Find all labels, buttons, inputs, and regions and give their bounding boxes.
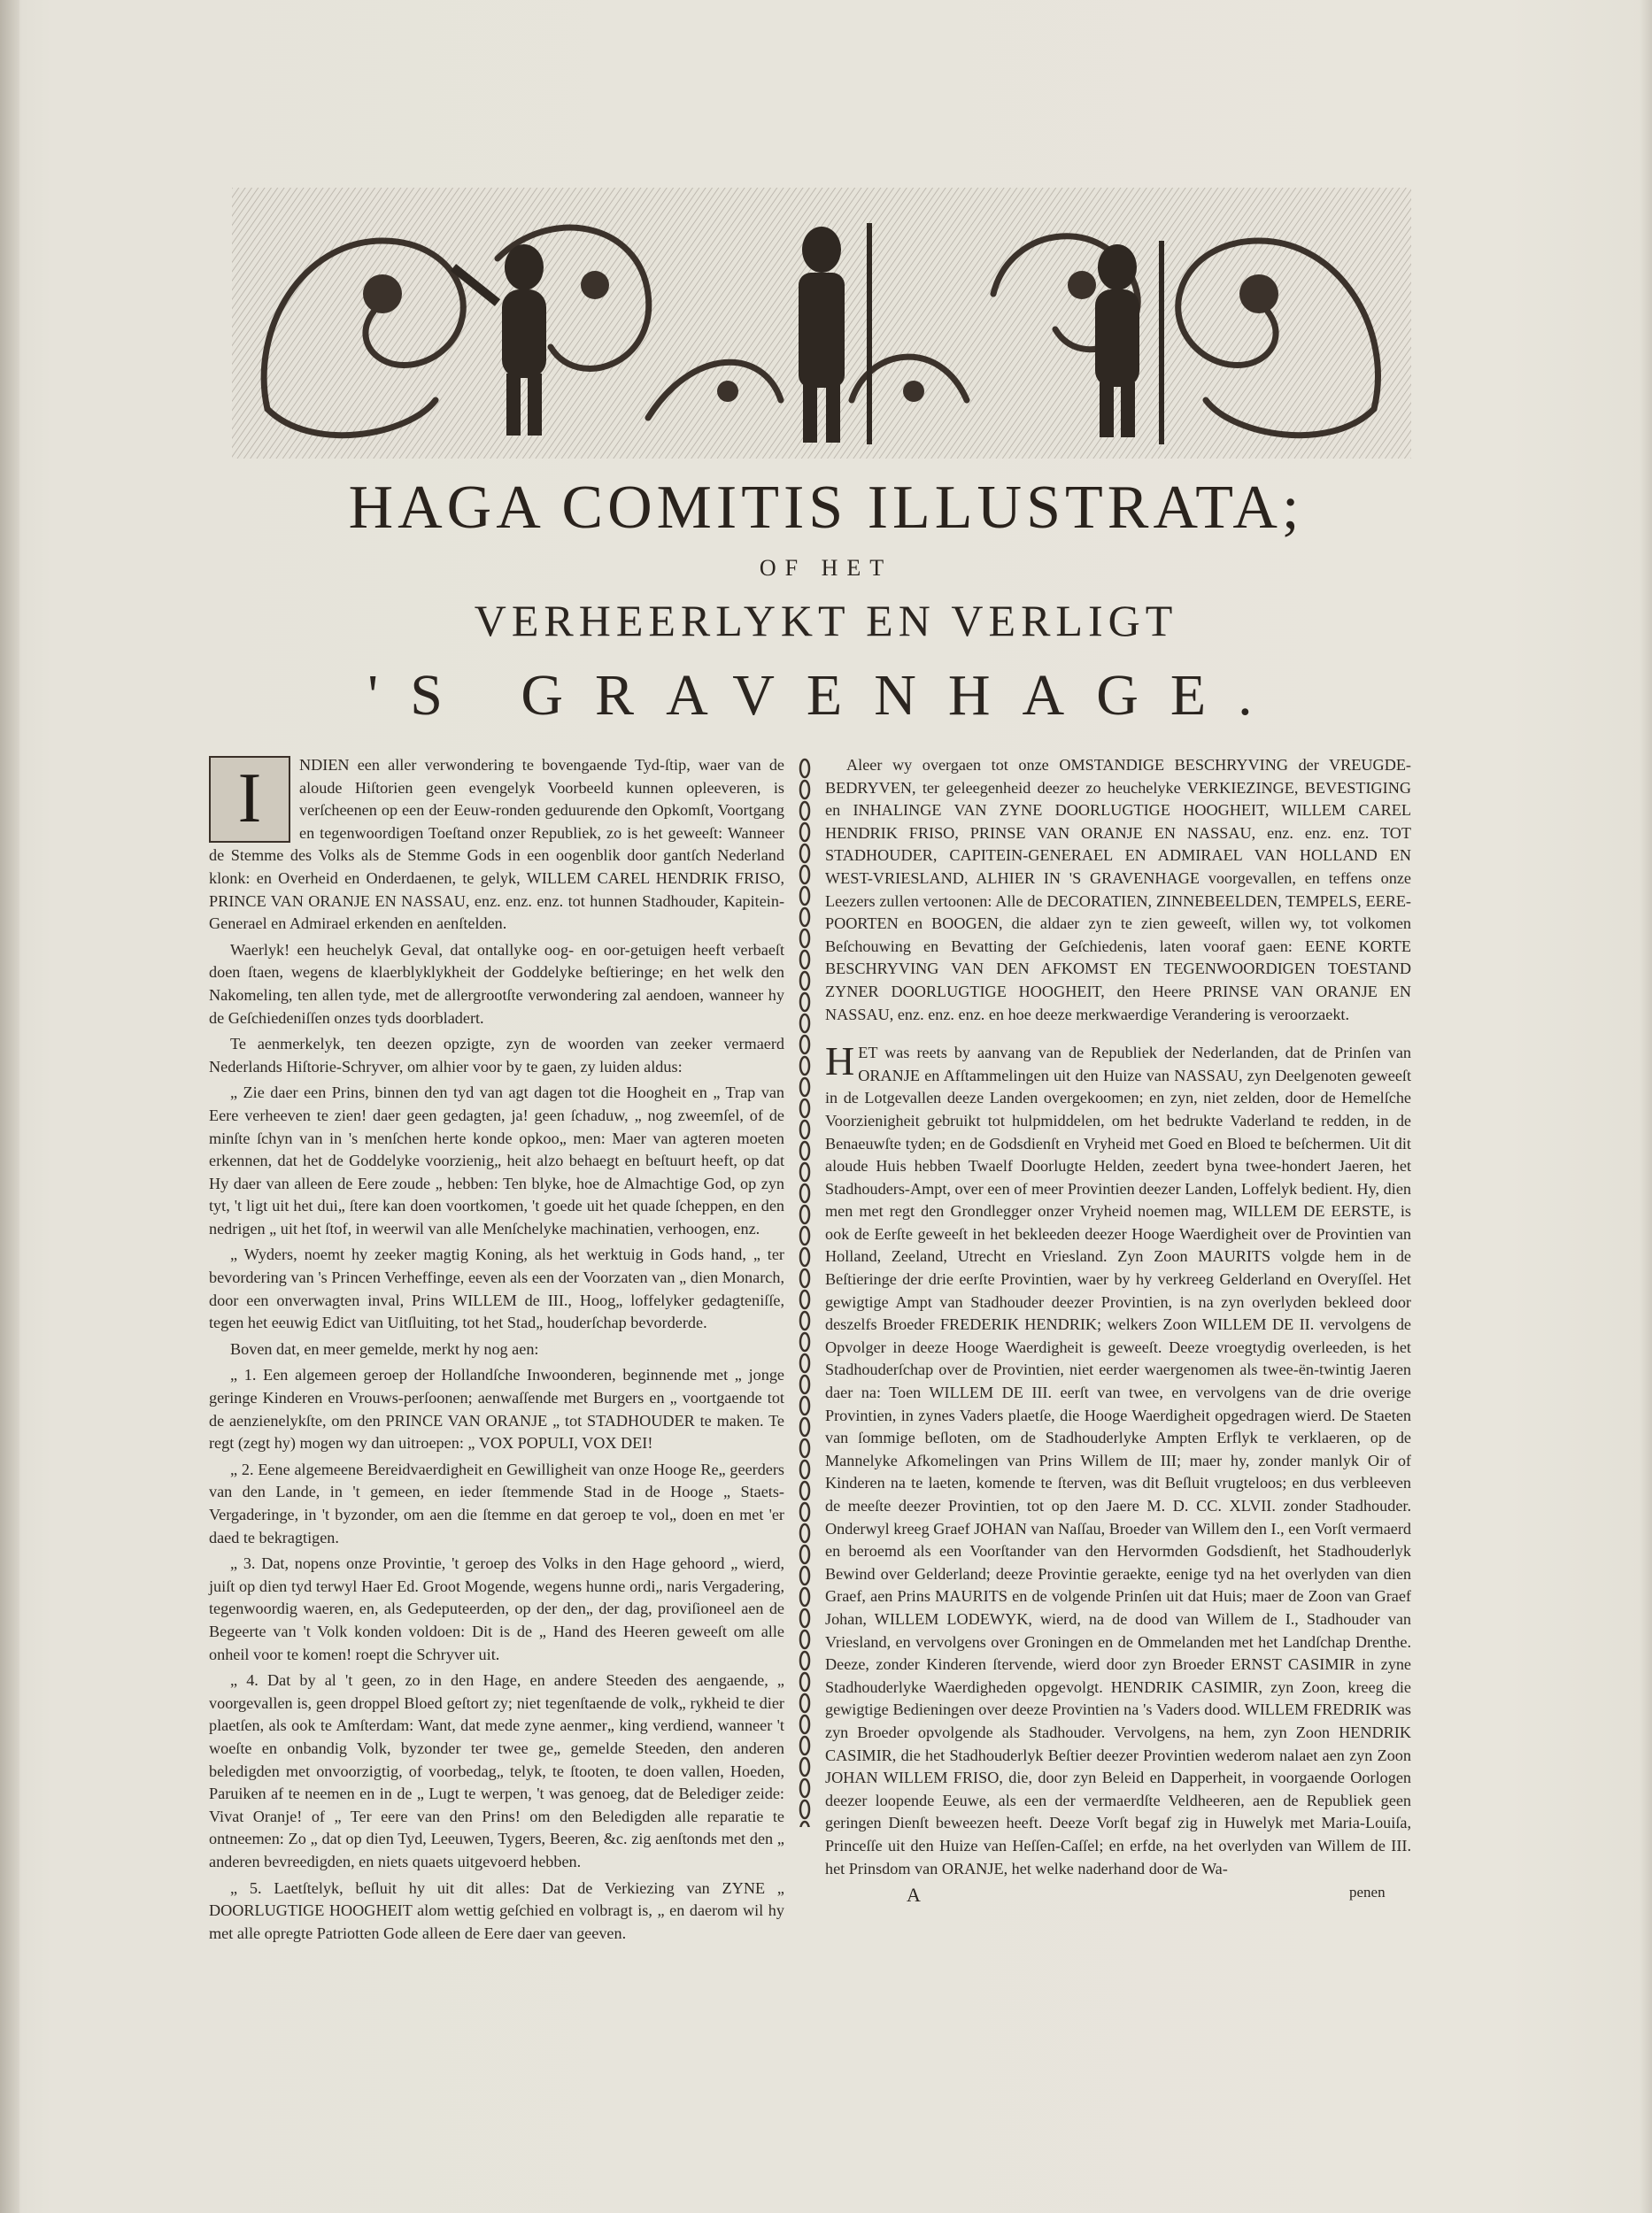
catchword: penen [1349,1884,1386,1901]
initial-letter: H [825,1038,855,1084]
signature-mark: A [907,1884,921,1906]
history-paragraph [825,1038,1411,1880]
paragraph: Te aenmerkelyk, ten deezen opzigte, zyn de woorden van zeeker vermaerd Nederlands Hiſtorie-Schryver, om alhier voor by te gaen, zy luiden aldus: [209,1035,784,1076]
quoted-paragraph: „ 2. Eene algemeene Bereidvaerdigheit en Gewilligheit van onze Hooge Re„ geerders van den Lande, in 't gemeen, en ieder ſtemmende Stad in de Hooge „ Staets-Vergaderinge, in 't byzonder, om aen die ſtemme en dat geroep te vol„ doen en met 'er daed te bekragtigen. [209,1460,784,1546]
title-line-3: VERHEERLYKT EN VERLIGT [474,596,1178,645]
quoted-paragraph: „ Wyders, noemt hy zeeker magtig Koning, als het werktuig in Gods hand, „ ter bevordering van 's Princen Verheffinge, eeven als een der Voorzaten van „ dien Monarch, door een onverwagten inval, Prins WILLEM de III., Hoog„ loffelyker gedagteniſſe, tegen het eeuwig Edict van Uitſluiting, tot het Stad„ houderſchap bevorderde. [209,1245,784,1332]
quoted-paragraph: „ 1. Een algemeen geroep der Hollandſche Inwoonderen, beginnende met „ jonge geringe Kinderen en Vrouws-perſoonen; aenwaſſende met Burgers en „ voortgaende tot de aenzienelykſte, om den PRINCE VAN ORANJE „ tot STADHOUDER te maken. Te regt (zegt hy) mogen wy dan uitroepen: „ VOX POPULI, VOX DEI! [209,1366,784,1453]
quoted-paragraph: „ 4. Dat by al 't geen, zo in den Hage, en andere Steeden des aengaende, „ voorgevallen is, geen droppel Bloed geſtort zy; niet tegenſtaende de volk„ rykheid te dier plaetſen, als ook te Amſterdam: Want, dat mede zyne aenmer„ king verdiend, wanneer 't woeſte en onbandig Volk, byzonder ter twee ge„ gemelde Steeden, den anderen beledigden met onvoorzigtig, of voorbedag„ telyk, te ſtooten, te doen vallen, Hoeden, Paruiken af te neemen en in de „ Lugt te werpen, 't was genoeg, dat de Belediger zeide: Vivat Oranje! of „ Ter eere van den Prins! om den Beledigden alle reparatie te ontneemen: Zo „ dat op dien Tyd, Leeuwen, Tygers, Beeren, &c. zig aenſtonds met den „ anderen bevreedigden, en niets quaets uitgevoerd hebben. [209,1671,784,1870]
left-column [209,754,784,1948]
history-text: ET was reets by aanvang van de Republiek der Nederlanden, dat de Prinſen van ORANJE en Afſtammelingen uit den Huize van NASSAU, zyn Deelgenoten geweeſt in de Lotgevallen deeze Landen overgekoomen; en zyn, niet zelden, door de Hemelſche Voorzienigheit gebruikt tot hulpmiddelen, om het bedrukte Vaderland te redden, in de Benaeuwſte tyden; en de Godsdienſt en Vryheid met Goed en Bloed te beſchermen. Uit dit aloude Huis hebben Twaelf Doorlugte Helden, zeedert byna twee-hondert Jaeren, het Stadhouders-Ampt, over een of meer Provintien deezer Landen, Loffelyk bedient. Hy, dien men met regt den Grondlegger onzer Vryheid noemen mag, WILLEM DE EERSTE, is ook de Eerſte geweeſt in het bekleeden deezer Hooge Waerdigheit over de Provintien van Holland, Zeeland, Utrecht en Vriesland. Zyn Zoon MAURITS volgde hem in de Beſtieringe der drie eerſte Provintien, waer by hy verkreeg Gelderland en Overyſſel. Het gewigtige Ampt van Stadhouder deezer Provintien, is na zyn overlyden bekleed door deszelfs Broeder FREDERIK HENDRIK; welkers Zoon WILLEM DE II. vervolgens de Opvolger in deeze Hooge Waerdigheit is geweeſt. Deeze vroegtydig overleeden, is het Stadhouderſchap over de Provintien, niet eerder waergenomen als twee-ën-twintig Jaeren daer na: Toen WILLEM DE III. eerſt van twee, en vervolgens van de drie overige Provintien, in zynes Vaders plaetſe, die Hooge Waerdigheit opgedragen wierd. De Staeten van ſommige beſloten, om de Stadhouderlyke Ampten Erflyk te verklaeren, op de Mannelyke Afkomelingen van Prins Willem de III; maer hy, zonder manlyk Oir of Kinderen na te laeten, komende te ſterven, was dit Beſluit vrugteloos; en dus verbleeven de meeſte deezer Provintien, tot op den Jaere M. D. CC. XLVII. zonder Stadhouder. Onderwyl kreeg Graef JOHAN van Naſſau, Broeder van Willem den I., een Vorſt vermaerd en beroemd als een Voorſtander van den Hervormden Godsdienſt, het Stadhouderlyk Bewind over Gelderland; deeze Provintie geraekte, eenige tyd na het overlyden van dien Graef, aen Prins MAURITS en de volgende Prinſen uit dat Huis; maer de Zoon van Graef Johan, WILLEM LODEWYK, wierd, na de dood van Willem de I., Stadhouder van Vriesland, en vervolgens over Groningen en de Ommelanden met het Landſchap Drenthe. Deeze, zonder Kinderen ſtervende, wierd door zyn Broeder ERNST CASIMIR in zyne Stadhouderlyke Waerdigheden opgevolgt. HENDRIK CASIMIR, zyn Zoon, kreeg die gewigtige Bedieningen over deeze Provintien na 's Vaders dood. WILLEM FREDRIK was zyn Broeder opvolgende als Stadhouder. Vervolgens, na hem, zyn Zoon HENDRIK CASIMIR, die het Stadhouderlyk Beſtier deezer Provintien wederom nalaet aen zyn Zoon JOHAN WILLEM FRISO, die, door zyn Beleid en Dapperheit, in voorgaende Oorlogen deezer loopende Eeuwe, als een der vermaerdſte Veldheeren, aen de Republiek geen geringen Dienſt beweezen heeft. Deeze Vorſt begaf zig in Huwelyk met Maria-Louiſa, Princeſſe uit den Huize van Heſſen-Caſſel; en erfde, na het overlyden van Willem de III. het Prinsdom van ORANJE, het welke naderhand door de Wa- [825,1044,1411,1878]
quoted-paragraph: „ 5. Laetſtelyk, beſluit hy uit dit alles: Dat de Verkiezing van ZYNE „ DOORLUGTIGE HOOGHEIT alom wettig geſchied en volbragt is, „ en daerom wil hy met alle opregte Patriotten Gode alleen de Eere daer van geeven. [209,1878,784,1942]
book-gutter [0,0,19,2213]
paragraph: Boven dat, en meer gemelde, merkt hy nog aen: [230,1339,539,1358]
quoted-paragraph: „ Zie daer een Prins, binnen den tyd van agt dagen tot die Hoogheit en „ Trap van Eere verheeven te zien! daer geen gedagten, ja! geen ſchaduw, „ nog zweemſel, of de minſte ſchyn van in 's menſchen herte konde opkoo„ men: Maer van agteren moeten erkennen, dat het de Goddelyke voorzienig„ heit alzo behaegt en beſtuurt heeft, op dat Hy daer van alleen de Eere zoude „ hebben: Ten blyke, hoe de Almachtige God, op zyn tyt, 't ligt uit het dui„ ſtere kan doen voortkomen, 't goede uit het quade ſcheppen, en den nedrigen „ uit het ſtof, in weerwil van alle Menſchelyke machinatien, verhoogen, enz. [209,1083,784,1238]
ornamental-headpiece [232,188,1411,459]
paragraph: NDIEN een aller verwondering te bovengaende Tyd-ſtip, waer van de aloude Hiſtorien geen evengelyk Voorbeeld kunnen opleeveren, is verſcheenen op een der Eeuw-ronden geduurende den Opkomſt, Voortgang en tegenwoordigen Toeſtand onzer Republiek, zo is het geweeſt: Wanneer de Stemme des Volks als de Stemme Gods in een oogenblik door gantſch Nederland klonk: en Overheid en Onderdaenen, te gelyk, WILLEM CAREL HENDRIK FRISO, PRINCE VAN ORANJE EN NASSAU, enz. enz. enz. tot hunnen Stadhouder, Kapitein-Generael en Admirael erkenden en aenſtelden. [209,756,784,933]
column-divider-chain [795,758,814,1827]
title-line-2: OF HET [759,555,893,581]
intro-paragraph: Aleer wy overgaen tot onze OMSTANDIGE BESCHRYVING der VREUGDE-BEDRYVEN, ter geleegenheid deezer zo heuchelyke VERKIEZINGE, BEVESTIGING en INHALINGE VAN ZYNE DOORLUGTIGE HOOGHEIT, WILLEM CAREL HENDRIK FRISO, PRINSE VAN ORANJE EN NASSAU, enz. enz. enz. TOT STADHOUDER, CAPITEIN-GENERAEL EN ADMIRAEL VAN HOLLAND EN WEST-VRIESLAND, ALHIER IN 'S GRAVENHAGE voorgevallen, en teffens onze Leezers zullen vertoonen: Alle de DECORATIEN, ZINNEBEELDEN, TEMPELS, EERE-POORTEN en BOOGEN, die aldaer zyn te zien geweeſt, willen wy, tot volkomen Beſchouwing en Bevatting der Geſchiedenis, laten vooraf gaen: EENE KORTE BESCHRYVING VAN DEN AFKOMST EN TEGENWOORDIGEN TOESTAND ZYNER DOORLUGTIGE HOOGHEIT, den Heere PRINSE VAN ORANJE EN NASSAU, enz. enz. enz. en hoe deeze merkwaerdige Verandering is veroorzaekt. [825,756,1411,1023]
decorated-initial-letter: I [237,760,262,837]
title-line-1: HAGA COMITIS ILLUSTRATA; [348,474,1304,542]
quoted-paragraph: „ 3. Dat, nopens onze Provintie, 't geroep des Volks in den Hage gehoord „ wierd, juiſt op dien tyd terwyl Haer Ed. Groot Mogende, wegens hunne ordi„ naris Vergadering, tegenwoordig waeren, en, als Gedeputeerden, op der den„ der dag, proviſioneel aen de Begeerte van 't Volk konden voldoen: Dit is de „ Hand des Heeren geweeſt om alle onheil voor te komen! roept die Schryver uit. [209,1554,784,1663]
title-line-4: 'S GRAVENHAGE. [367,663,1285,728]
right-column [825,754,1411,1884]
page-edge [1640,0,1652,2213]
decorated-initial [209,756,290,843]
paragraph: Waerlyk! een heuchelyk Geval, dat ontallyke oog- en oor-getuigen heeft verbaeſt doen ſtaen, wegens de klaerblyklykheit der Goddelyke beſtieringe; en het welk den Nakomeling, ten allen tyde, met de allergrootſte verwondering zal aendoen, wanneer hy de Geſchiedeniſſen onzes tyds doorbladert. [209,940,784,1027]
